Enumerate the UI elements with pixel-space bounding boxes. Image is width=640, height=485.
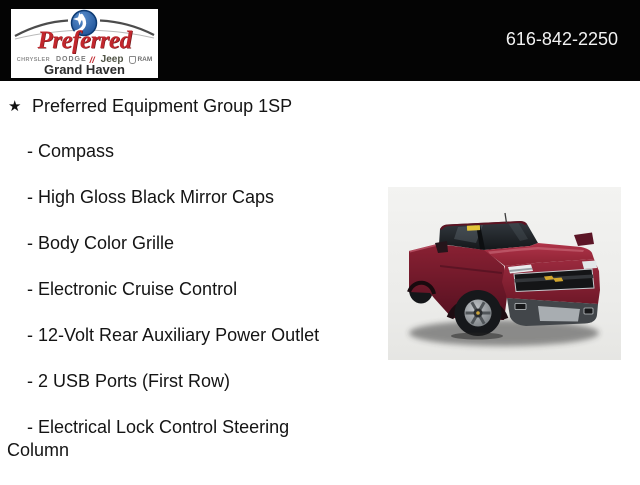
dealer-name: Preferred [37, 27, 132, 54]
vehicle-photo[interactable] [388, 187, 621, 360]
feature-group-title-row [0, 95, 360, 118]
jeep-logo: Jeep [100, 54, 124, 65]
dodge-slashes-icon: // [89, 54, 95, 65]
right-headlight [582, 261, 597, 270]
feature-item: - 12-Volt Rear Auxiliary Power Outlet [27, 325, 320, 345]
feature-item: - Electrical Lock Control Steering Column [7, 417, 290, 460]
feature-item: - 2 USB Ports (First Row) [27, 371, 231, 391]
feature-item: - High Gloss Black Mirror Caps [27, 187, 275, 207]
dealer-logo [11, 9, 158, 78]
dodge-logo: DODGE [55, 56, 87, 63]
windshield-sticker [467, 225, 480, 231]
dealer-city: Grand Haven [44, 62, 125, 77]
ram-logo: RAM [129, 56, 152, 64]
star-bullet-icon: ★ [8, 98, 22, 115]
feature-item: - Compass [27, 141, 115, 161]
feature-group-title: Preferred Equipment Group 1SP [32, 96, 293, 116]
vehicle-photo-illustration [388, 187, 621, 360]
feature-item: - Electronic Cruise Control [27, 279, 238, 299]
chrysler-logo: CHRYSLER [16, 56, 50, 63]
feature-list [0, 95, 360, 485]
feature-item: - Body Color Grille [27, 233, 175, 253]
right-fog-lamp [584, 308, 593, 314]
phone-number: 616-842-2250 [505, 29, 618, 49]
header-bar [0, 0, 640, 81]
left-fog-lamp [515, 304, 526, 310]
